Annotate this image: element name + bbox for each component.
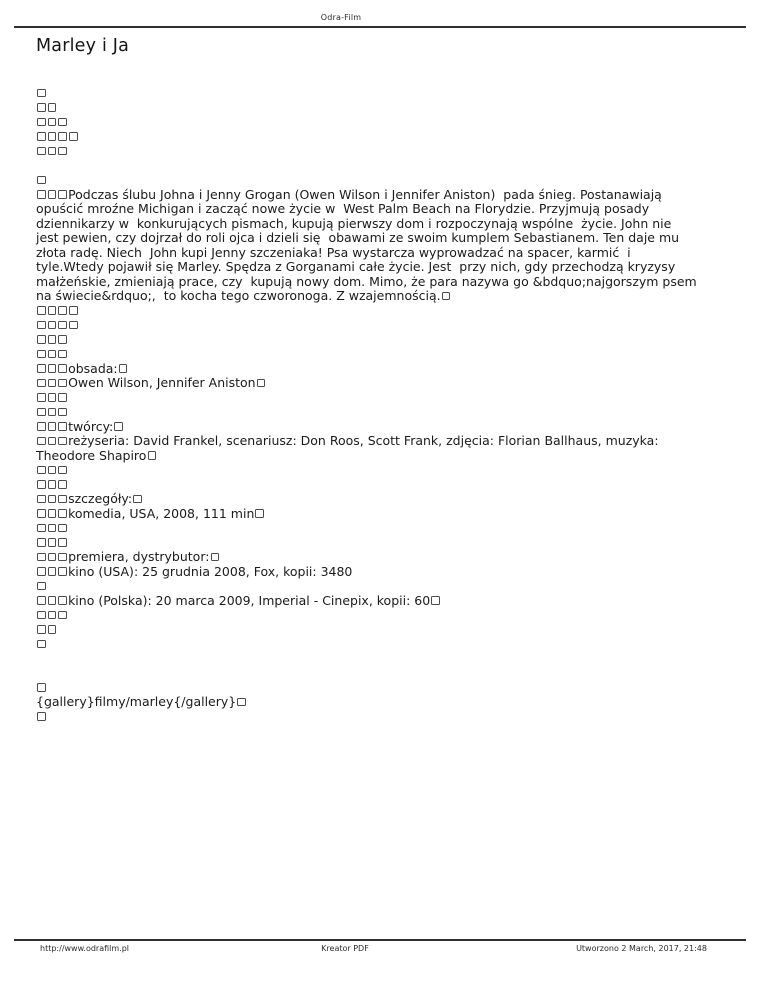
body-line: premiera, dystrybutor: [36,550,758,565]
missing-glyph-box [69,132,78,141]
missing-glyph-box [48,364,57,373]
body-line [36,478,758,493]
missing-glyph-box [237,698,246,707]
missing-glyph-box [48,103,57,112]
body-line: Owen Wilson, Jennifer Aniston [36,376,758,391]
body-line: opuścić mroźne Michigan i zacząć nowe życie w West Palm Beach na Florydzie. Przyjmują posady [36,201,650,216]
missing-glyph-box [58,480,67,489]
missing-glyph-box [37,89,46,98]
missing-glyph-box [48,524,57,533]
missing-glyph-box [58,466,67,475]
missing-glyph-box [37,306,46,315]
missing-glyph-box [48,321,57,330]
body-line [36,666,758,681]
missing-glyph-box [148,451,157,460]
missing-glyph-box [48,335,57,344]
missing-glyph-box [58,132,67,141]
missing-glyph-box [58,364,67,373]
missing-glyph-box [37,190,46,199]
missing-glyph-box [48,495,57,504]
missing-glyph-box [48,553,57,562]
missing-glyph-box [37,321,46,330]
missing-glyph-box [58,611,67,620]
body-line [36,173,758,188]
footer-created-timestamp: Utworzono 2 March, 2017, 21:48 [576,944,707,953]
missing-glyph-box [48,466,57,475]
missing-glyph-box [48,538,57,547]
body-line [36,405,758,420]
body-line [36,608,758,623]
missing-glyph-box [37,132,46,141]
missing-glyph-box [58,538,67,547]
missing-glyph-box [48,379,57,388]
missing-glyph-box [114,422,123,431]
missing-glyph-box [48,190,57,199]
missing-glyph-box [37,625,46,634]
missing-glyph-box [37,422,46,431]
body-line: twórcy: [36,420,758,435]
missing-glyph-box [37,553,46,562]
body-line [36,521,758,536]
body-line: złota radę. Niech John kupi Jenny szczeniaka! Psa wystarcza wyprowadzać na spacer, karmić i [36,244,631,260]
missing-glyph-box [133,495,142,504]
header-divider [14,26,746,28]
missing-glyph-box [48,437,57,446]
body-line: Podczas ślubu Johna i Jenny Grogan (Owen Wilson i Jennifer Aniston) pada śnieg. Postanawiają [36,188,758,203]
missing-glyph-box [37,596,46,605]
missing-glyph-box [58,422,67,431]
missing-glyph-box [58,393,67,402]
body-line [36,130,758,145]
missing-glyph-box [58,596,67,605]
missing-glyph-box [58,495,67,504]
body-line [36,710,758,725]
missing-glyph-box [211,553,220,562]
missing-glyph-box [257,379,266,388]
body-line [36,463,758,478]
header-site-name: Odra-Film [320,13,362,22]
missing-glyph-box [58,321,67,330]
body-line [36,304,758,319]
missing-glyph-box [37,480,46,489]
body-line [36,623,758,638]
body-line: obsada: [36,362,758,377]
body-line: reżyseria: David Frankel, scenariusz: Don Roos, Scott Frank, zdjęcia: Florian Ballhaus, muzyka: [36,434,758,449]
missing-glyph-box [37,393,46,402]
missing-glyph-box [37,611,46,620]
missing-glyph-box [58,306,67,315]
missing-glyph-box [58,147,67,156]
missing-glyph-box [37,118,46,127]
body-line: na świecie&rdquo;, to kocha tego czworonoga. Z wzajemnością. [36,289,758,304]
body-text [36,86,758,724]
missing-glyph-box [442,292,451,301]
missing-glyph-box [37,538,46,547]
body-line [36,101,758,116]
missing-glyph-box [37,712,46,721]
missing-glyph-box [48,567,57,576]
body-line [36,86,758,101]
missing-glyph-box [37,683,46,692]
body-line: małżeńskie, zmieniają prace, czy kupują nowy dom. Mimo, że para nazywa go &bdquo;najgorszym psem [36,273,697,289]
missing-glyph-box [58,524,67,533]
missing-glyph-box [58,190,67,199]
missing-glyph-box [48,625,57,634]
missing-glyph-box [69,321,78,330]
body-line: kino (Polska): 20 marca 2009, Imperial - Cinepix, kopii: 60 [36,594,758,609]
body-line: komedia, USA, 2008, 111 min [36,507,758,522]
missing-glyph-box [48,422,57,431]
missing-glyph-box [48,393,57,402]
missing-glyph-box [69,306,78,315]
body-line [36,159,758,174]
body-line [36,318,758,333]
missing-glyph-box [58,118,67,127]
body-line [36,347,758,362]
missing-glyph-box [48,480,57,489]
missing-glyph-box [58,350,67,359]
body-line [36,333,758,348]
body-line: Theodore Shapiro [36,449,758,464]
body-line: kino (USA): 25 grudnia 2008, Fox, kopii: 3480 [36,565,758,580]
missing-glyph-box [37,509,46,518]
body-line [36,115,758,130]
missing-glyph-box [37,350,46,359]
body-line: dziennikarzy w konkurujących pismach, kupują pierwszy dom i rozpoczynają wspólne życie. John nie [36,215,672,231]
missing-glyph-box [48,596,57,605]
missing-glyph-box [37,437,46,446]
footer-generator-label: Kreator PDF [321,944,369,953]
body-line [36,652,758,667]
body-line [36,391,758,406]
missing-glyph-box [119,364,128,373]
missing-glyph-box [48,132,57,141]
missing-glyph-box [37,466,46,475]
missing-glyph-box [431,596,440,605]
missing-glyph-box [37,495,46,504]
body-line [36,637,758,652]
missing-glyph-box [37,335,46,344]
missing-glyph-box [37,379,46,388]
missing-glyph-box [58,553,67,562]
missing-glyph-box [37,582,46,591]
body-line: szczegóły: [36,492,758,507]
missing-glyph-box [37,408,46,417]
body-line [36,681,758,696]
body-line: jest pewien, czy dojrzał do roli ojca i dzieli się obawami ze swoim kumplem Sebastianem. Ten daje mu [36,230,680,245]
body-line [36,144,758,159]
missing-glyph-box [37,364,46,373]
page-title: Marley i Ja [36,36,130,56]
missing-glyph-box [37,103,46,112]
missing-glyph-box [37,524,46,533]
missing-glyph-box [58,567,67,576]
missing-glyph-box [48,408,57,417]
body-line [36,536,758,551]
missing-glyph-box [58,408,67,417]
body-line: {gallery}filmy/marley{/gallery} [36,695,758,710]
missing-glyph-box [48,306,57,315]
body-line [36,579,758,594]
missing-glyph-box [37,567,46,576]
missing-glyph-box [255,509,264,518]
body-line: tyle.Wtedy pojawił się Marley. Spędza z Gorganami całe życie. Jest przy nich, gdy przechodzą kryzysy [36,259,676,274]
missing-glyph-box [58,335,67,344]
missing-glyph-box [58,437,67,446]
footer-divider [14,939,746,941]
missing-glyph-box [58,379,67,388]
footer-url: http://www.odrafilm.pl [40,944,130,953]
missing-glyph-box [58,509,67,518]
missing-glyph-box [48,147,57,156]
missing-glyph-box [48,118,57,127]
missing-glyph-box [48,509,57,518]
missing-glyph-box [37,640,46,649]
missing-glyph-box [37,176,46,185]
missing-glyph-box [37,147,46,156]
missing-glyph-box [48,611,57,620]
missing-glyph-box [48,350,57,359]
